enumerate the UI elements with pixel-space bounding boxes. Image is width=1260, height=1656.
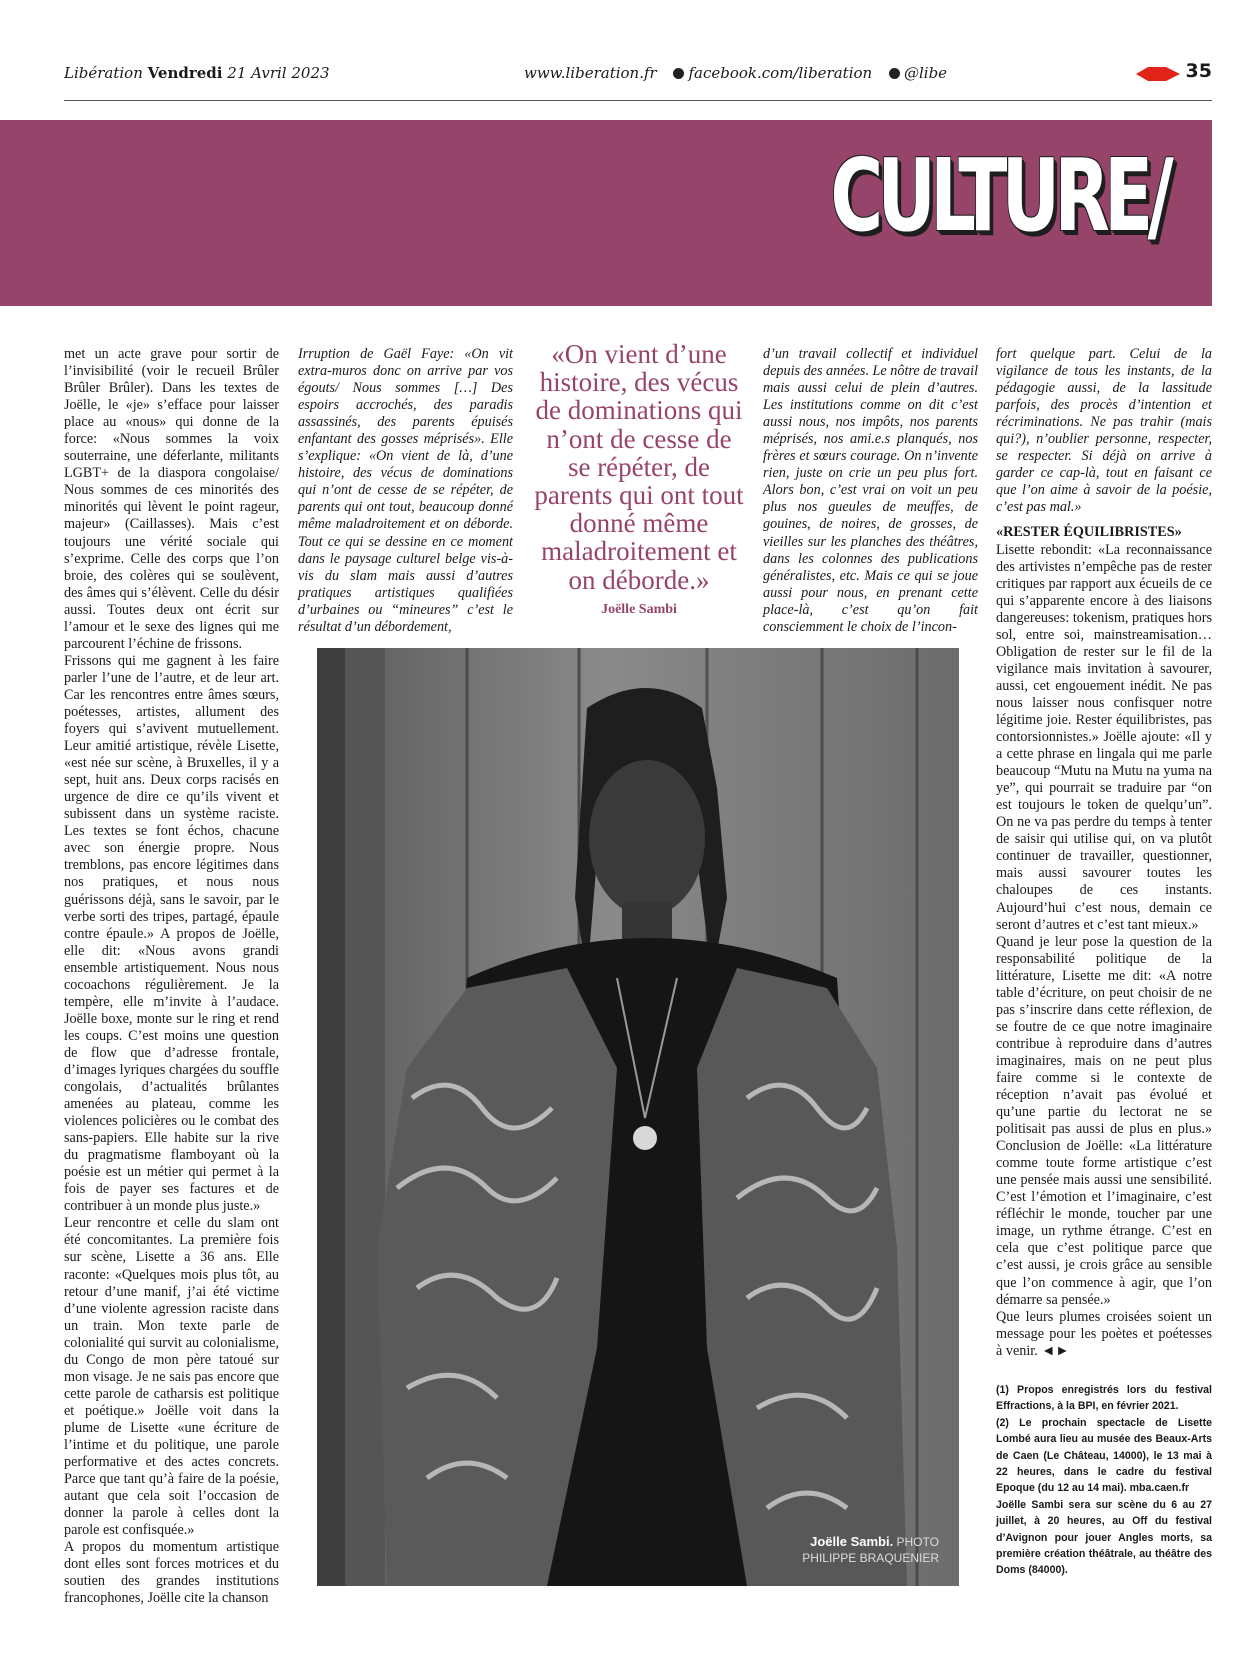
paragraph: Que leurs plumes croisées soient un message pour les poètes et poétesses à venir. ◄► <box>996 1308 1212 1359</box>
paragraph: Quand je leur pose la question de la responsabilité politique de la littérature, Lisette me dit: «A notre table d’écriture, on peut choisir de ne pas s’inscrire dans cette réflexion, de se foutre de ce que notre imaginaire contribue à reproduire dans d’autres imaginaires, mais on ne peut plus faire comme si le contexte de réception n’avait pas évolué et qu’une partie du lectorat ne se politisait pas aussi de plus en plus.» Conclusion de Joëlle: «La littérature comme toute forme artistique c’est une pensée mais aussi une sensibilité. C’est l’émotion et l’imaginaire, c’est réfléchir le monde, toucher par une image, un rythme étrange. C’est en cela que c’est politique parce que c’est aussi, je crois grâce au sensible que l’on commence à agir, que l’on démarre sa pensée.» <box>996 933 1212 1308</box>
footnote: (1) Propos enregistrés lors du festival Effractions, à la BPI, en février 2021. <box>996 1384 1212 1413</box>
page-number: 35 <box>1185 60 1212 82</box>
paragraph: Leur rencontre et celle du slam ont été concomitantes. La première fois sur scène, Lisette a 36 ans. Elle raconte: «Quelques mois plus tôt, au retour d’une manif, j’ai été victime d’une violente agression raciste dans un train. Mon texte parle de colonialité qui survit au colonialisme, du Congo de mon père tatoué sur mon visage. Je ne sais pas encore que cette parole de catharsis est politique et poétique.» Joëlle voit dans la plume de Lisette «une écriture de l’intime et du politique, une parole performative et des actes concrets. Parce que tant qu’à faire de la poésie, autant que cela soit l’occasion de donner la parole à celles dont la parole est confisquée.» <box>64 1215 279 1539</box>
portrait-illustration <box>317 648 959 1586</box>
liberation-logo-icon <box>1136 66 1180 82</box>
subheading: «RESTER ÉQUILIBRISTES» <box>996 524 1182 541</box>
caption-credit: PHILIPPE BRAQUENIER <box>802 1551 939 1565</box>
footnote: (2) Le prochain spectacle de Lisette Lombé aura lieu au musée des Beaux-Arts de Caen (Le Château, 14000), le 13 mai à 22 heures, dans le cadre du festival Epoque (du 12 au 14 mai). mba.caen.fr <box>996 1416 1212 1495</box>
header-dateline <box>64 64 330 82</box>
header-day: Vendredi <box>147 64 223 82</box>
paragraph: Lisette rebondit: «La reconnaissance des artivistes n’empêche pas de rester critiques par rapport aux écueils de ce qui s’apparente encore à des liaisons dangereuses: tokenism, pratiques hors sol, entre soi, mainstreamisation… Obligation de rester sur le fil de la vigilance mais invitation à savourer, aussi, cet engouement inédit. Ne pas nous laisser nous confisquer notre légitime joie. Rester équilibristes, pas contorsionnistes.» Joëlle ajoute: «Il y a cette phrase en lingala qui me parle beaucoup “Mutu na Mutu na yuma na ye”, qui pourrait se traduire par “on est toujours le token de quelqu’un”. On ne va pas perdre du temps à tenter de saisir qui utilise qui, on va plutôt continuer de travailler, questionner, mais aussi savourer toutes les chaloupes de ces instants. Aujourd’hui c’est nous, demain ce seront d’autres et c’est tant mieux.» <box>996 541 1212 933</box>
paragraph: Frissons qui me gagnent à les faire parler l’une de l’autre, et de leur art. Car les rencontres entre âmes sœurs, poétesses, artistes, allument des foyers qui s’avivent mutuellement. Leur amitié artistique, révèle Lisette, «est née sur scène, à Bruxelles, il y a sept, huit ans. Deux corps racisés en urgence de dire ce qu’ils vivent et subissent dans un système raciste. Les textes se font échos, chacune avec son énergie propre. Nous tremblons, pas encore légitimes dans nos pratiques, et nous nous guérissons déjà, sans le savoir, par le verbe sorti des tripes, partagé, épaule contre épaule.» A propos de Joëlle, elle dit: «Nous avons grandi ensemble artistiquement. Nous nous cocoachons régulièrement. Je la tempère, elle m’invite à l’audace. Joëlle boxe, monte sur le ring et rend les coups. C’est moins une question de flow que d’adresse frontale, d’images lyriques chargées du souffle congolais, d’actualités brûlantes amenées au plateau, comme les violences policières ou le combat des sans-papiers. Elle habite sur la rive du pragmatisme flamboyant où la poésie est un métier qui permet à la fois de payer ses factures et de contribuer à un monde plus juste.» <box>64 652 279 1215</box>
twitter-icon <box>889 68 900 79</box>
article-column-1 <box>64 346 279 1607</box>
paragraph: A propos du momentum artistique dont elles sont forces motrices et du soutien des grandes institutions francophones, Joëlle cite la chanson <box>64 1539 279 1607</box>
footnote: Joëlle Sambi sera sur scène du 6 au 27 juillet, à 20 heures, au Off du festival d’Avignon pour jouer Angles morts, sa première création théâtrale, au théâtre des Doms (84000). <box>996 1498 1212 1577</box>
facebook-link[interactable]: facebook.com/liberation <box>688 64 873 82</box>
pull-quote <box>532 340 746 618</box>
twitter-link[interactable]: @libe <box>903 64 948 82</box>
caption-label: PHOTO <box>896 1535 939 1549</box>
caption-name: Joëlle Sambi. <box>810 1534 894 1549</box>
publication-name: Libération <box>64 64 143 82</box>
article-column-2 <box>298 346 513 636</box>
portrait-photo <box>317 648 959 1586</box>
paragraph: d’un travail collectif et individuel depuis des années. Le nôtre de travail mais aussi celui de plein d’autres. Les institutions comme on dit c’est aussi nous, nos impôts, nos parents méprisés, nos ami.e.s planqués, nos frères et sœurs courage. On n’invente rien, juste on crie un peu plus fort. Alors bon, c’est vrai on voit un peu plus nos gueules de meuffes, de gouines, de noires, de grosses, de vieilles sur les planches des théâtres, dans les colonnes des publications généralistes, etc. Mais ce qui se joue aussi pour nous, en prenant cette place-là, c’est qu’on fait consciemment le choix de l’incon- <box>763 346 979 635</box>
article-column-4 <box>763 346 978 636</box>
header-date: 21 Avril 2023 <box>227 64 330 82</box>
website-link[interactable]: www.liberation.fr <box>524 64 657 82</box>
pull-quote-author: Joëlle Sambi <box>601 601 677 617</box>
footnotes <box>996 1382 1212 1579</box>
pull-quote-text: «On vient d’une histoire, des vécus de dominations qui n’ont de cesse de se répéter, de parents qui ont tout donné même maladroitement et on déborde.» <box>534 339 744 595</box>
photo-caption <box>802 1534 939 1566</box>
paragraph: met un acte grave pour sortir de l’invisibilité (voir le recueil Brûler Brûler Brûler). Dans les textes de Joëlle, le «je» s’efface pour laisser place au «nous» qui donne de la force: «Nous sommes la voix souterraine, une déferlante, militants LGBT+ de la diaspora congolaise/ Nous sommes de ces minorités des minorités qui lèvent le point rageur, majeur» (Caillasses). Mais c’est toujours une vérité sociale qui s’exprime. Celle des corps que l’on broie, des colères qui se soulèvent, des âmes qui s’élèvent. Celle du désir aussi. Toutes deux ont écrit sur l’amour et le sexe des lignes qui me parcourent l’échine de frissons. <box>64 346 279 652</box>
article-column-5 <box>996 346 1212 1360</box>
header-links <box>524 64 947 82</box>
page-header <box>64 62 1212 101</box>
paragraph: Irruption de Gaël Faye: «On vit extra-muros donc on arrive par vos égouts/ Nous sommes […] Des espoirs accrochés, des paradis assassinés, des parents épuisés enfantant des gosses méprisés». Elle s’explique: «On vient de là, d’une histoire, des vécus de dominations qui n’ont de cesse de se répéter, de parents qui ont tout, beaucoup donné même maladroitement et on déborde. Tout ce qui se dessine en ce moment dans le paysage culturel belge vis-à-vis du slam mais aussi d’autres pratiques artistiques qualifiées d’urbaines ou “mineures” c’est le résultat d’un débordement, <box>298 346 513 635</box>
section-title: CULTURE/ <box>830 137 1168 254</box>
section-banner <box>0 120 1212 306</box>
facebook-icon <box>673 68 684 79</box>
paragraph: fort quelque part. Celui de la vigilance de tous les instants, de la pédagogie aussi, de la lassitude parfois, des procès d’intention et récriminations. Ne pas trahir (mais qui?), n’oublier personne, respecter, se respecter. Si déjà on arrive à garder ce cap-là, tout en faisant ce que l’on aime à savoir de la poésie, c’est pas mal.» <box>996 346 1212 516</box>
